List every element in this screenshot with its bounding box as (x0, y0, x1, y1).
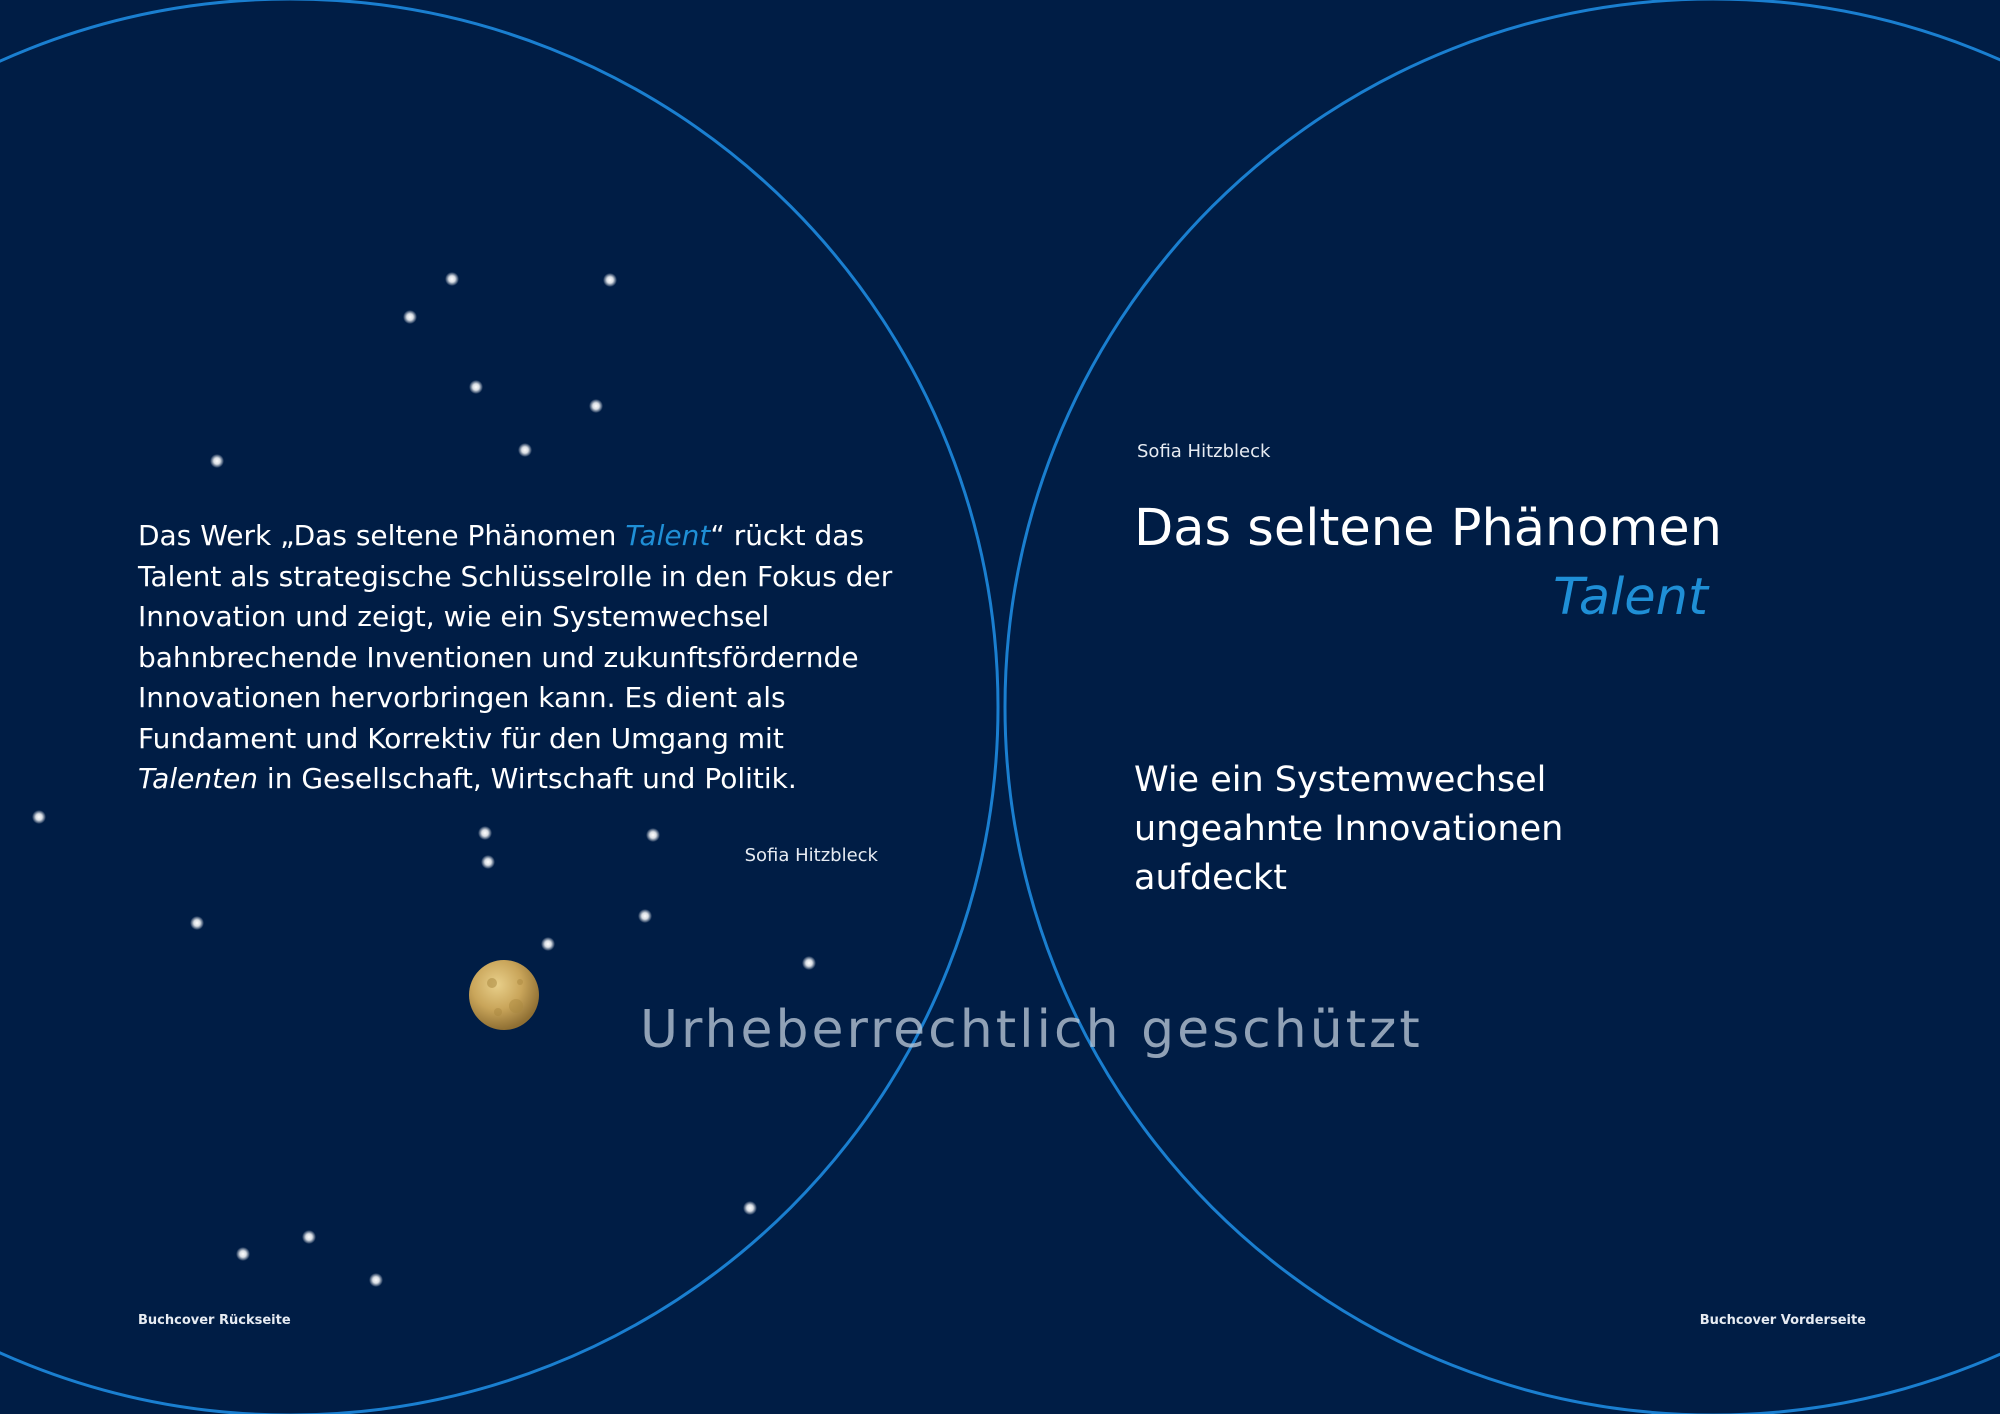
star-icon (518, 443, 532, 457)
star-icon (481, 855, 495, 869)
book-subtitle (1134, 756, 1734, 903)
star-icon (236, 1247, 250, 1261)
subtitle-line: ungeahnte Innovationen (1134, 809, 1564, 849)
star-icon (802, 956, 816, 970)
book-title (1134, 496, 1722, 634)
star-icon (302, 1230, 316, 1244)
book-title-line2: Talent (1553, 568, 1708, 627)
back-cover-blurb (138, 516, 898, 800)
back-cover-author: Sofia Hitzbleck (744, 845, 878, 866)
blurb-text: Das Werk „Das seltene Phänomen (138, 519, 626, 552)
blurb-text: “ rückt das Talent als strategische Schlüsselrolle in den Fokus der Innovation und zeigt, wie ein Systemwechsel bahnbrechende Inventionen und zukunftsfördernde Innovationen hervorbringen kann. Es dient als Fundament und Korrektiv für den Umgang mit (138, 519, 893, 755)
blurb-highlight: Talent (625, 519, 711, 552)
star-icon (603, 273, 617, 287)
star-icon (469, 380, 483, 394)
moon-icon (469, 960, 539, 1030)
front-cover-label: Buchcover Vorderseite (1699, 1313, 1866, 1328)
blurb-italic: Talenten (138, 762, 259, 795)
front-cover-author: Sofia Hitzbleck (1137, 441, 1271, 462)
star-icon (589, 399, 603, 413)
copyright-watermark: Urheberrechtlich geschützt (640, 1000, 1423, 1060)
star-icon (445, 272, 459, 286)
star-icon (190, 916, 204, 930)
star-icon (32, 810, 46, 824)
book-title-line1: Das seltene Phänomen (1134, 499, 1722, 558)
star-icon (369, 1273, 383, 1287)
star-icon (743, 1201, 757, 1215)
star-icon (478, 826, 492, 840)
back-cover-label: Buchcover Rückseite (138, 1313, 291, 1328)
star-icon (646, 828, 660, 842)
blurb-text: in Gesellschaft, Wirtschaft und Politik. (258, 762, 797, 795)
star-icon (541, 937, 555, 951)
star-icon (403, 310, 417, 324)
star-icon (210, 454, 224, 468)
right-circle (1005, 0, 2000, 1414)
star-icon (638, 909, 652, 923)
subtitle-line: aufdeckt (1134, 858, 1287, 898)
subtitle-line: Wie ein Systemwechsel (1134, 760, 1547, 800)
